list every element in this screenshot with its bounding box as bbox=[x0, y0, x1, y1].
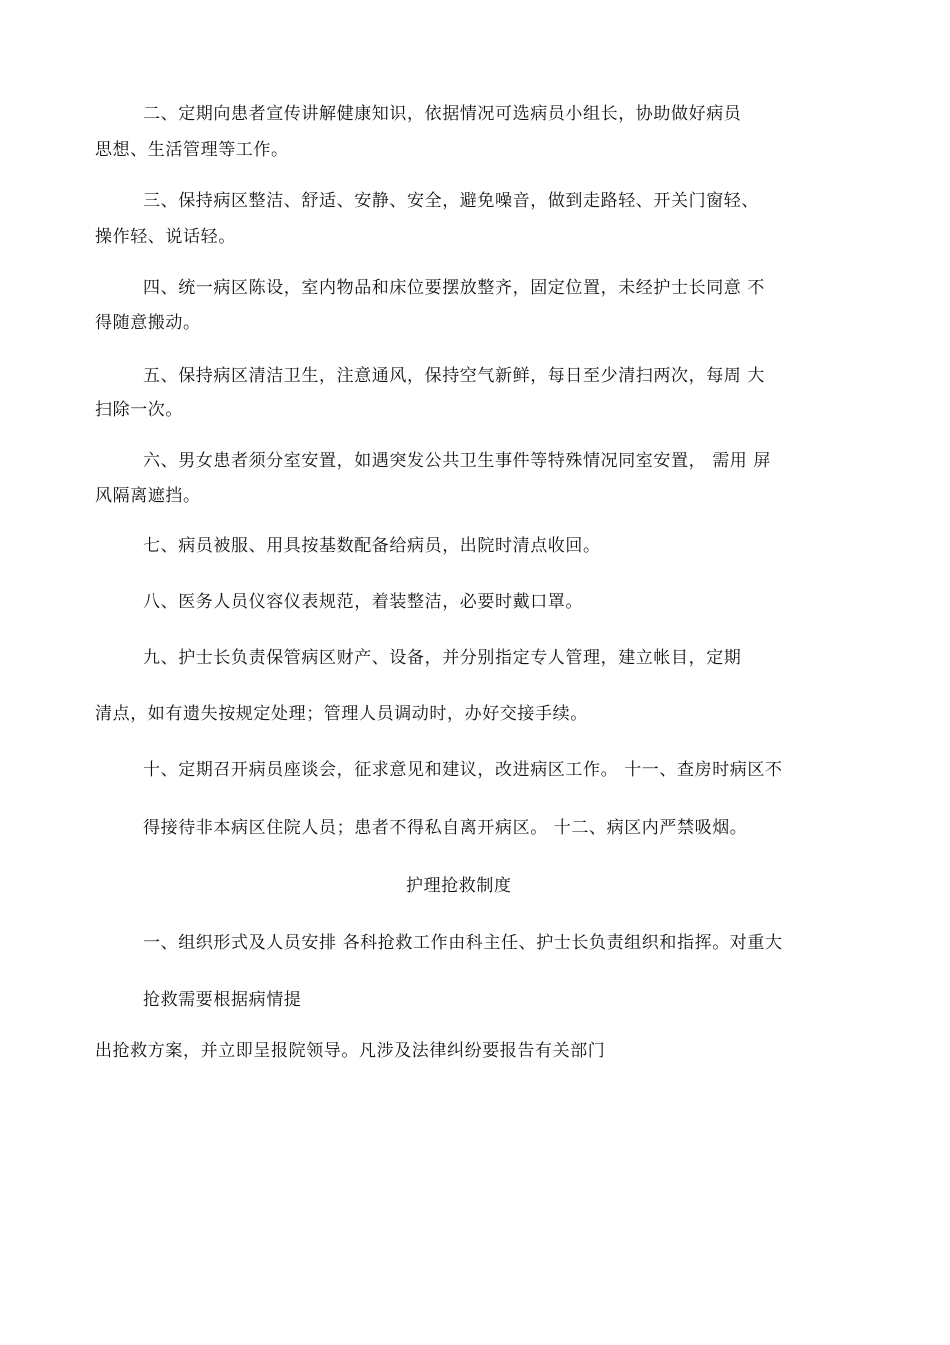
rule-8-line: 八、医务人员仪容仪表规范，着装整洁，必要时戴口罩。 bbox=[143, 592, 583, 612]
rule-4-line-1: 四、统一病区陈设，室内物品和床位要摆放整齐，固定位置，未经护士长同意 不 bbox=[143, 278, 766, 298]
rule-9-line-1: 九、护士长负责保管病区财产、设备，并分别指定专人管理，建立帐目，定期 bbox=[143, 648, 742, 668]
rule-10-11-line: 十、定期召开病员座谈会，征求意见和建议，改进病区工作。 十一、查房时病区不 bbox=[143, 760, 783, 780]
rule-11-12-line: 得接待非本病区住院人员；患者不得私自离开病区。 十二、病区内严禁吸烟。 bbox=[143, 818, 748, 838]
rule-7-line: 七、病员被服、用具按基数配备给病员，出院时清点收回。 bbox=[143, 536, 601, 556]
rule-6-line-2: 风隔离遮挡。 bbox=[95, 486, 201, 506]
rescue-rule-1-line-2: 抢救需要根据病情提 bbox=[143, 990, 302, 1010]
rescue-rule-1-line-1: 一、组织形式及人员安排 各科抢救工作由科主任、护士长负责组织和指挥。对重大 bbox=[143, 933, 783, 953]
rescue-rule-1-line-3: 出抢救方案，并立即呈报院领导。凡涉及法律纠纷要报告有关部门 bbox=[95, 1041, 606, 1061]
rule-3-line-1: 三、保持病区整洁、舒适、安静、安全，避免噪音，做到走路轻、开关门窗轻、 bbox=[143, 191, 759, 211]
section-title: 护理抢救制度 bbox=[406, 876, 512, 896]
rule-2-line-1: 二、定期向患者宣传讲解健康知识，依据情况可选病员小组长，协助做好病员 bbox=[143, 104, 742, 124]
rule-5-line-2: 扫除一次。 bbox=[95, 400, 183, 420]
rule-2-line-2: 思想、生活管理等工作。 bbox=[95, 140, 289, 160]
rule-6-line-1: 六、男女患者须分室安置，如遇突发公共卫生事件等特殊情况同室安置， 需用 屏 bbox=[143, 451, 772, 471]
rule-5-line-1: 五、保持病区清洁卫生，注意通风，保持空气新鲜，每日至少清扫两次，每周 大 bbox=[143, 366, 766, 386]
rule-3-line-2: 操作轻、说话轻。 bbox=[95, 227, 236, 247]
rule-4-line-2: 得随意搬动。 bbox=[95, 313, 201, 333]
rule-9-line-2: 清点，如有遗失按规定处理；管理人员调动时，办好交接手续。 bbox=[95, 704, 588, 724]
